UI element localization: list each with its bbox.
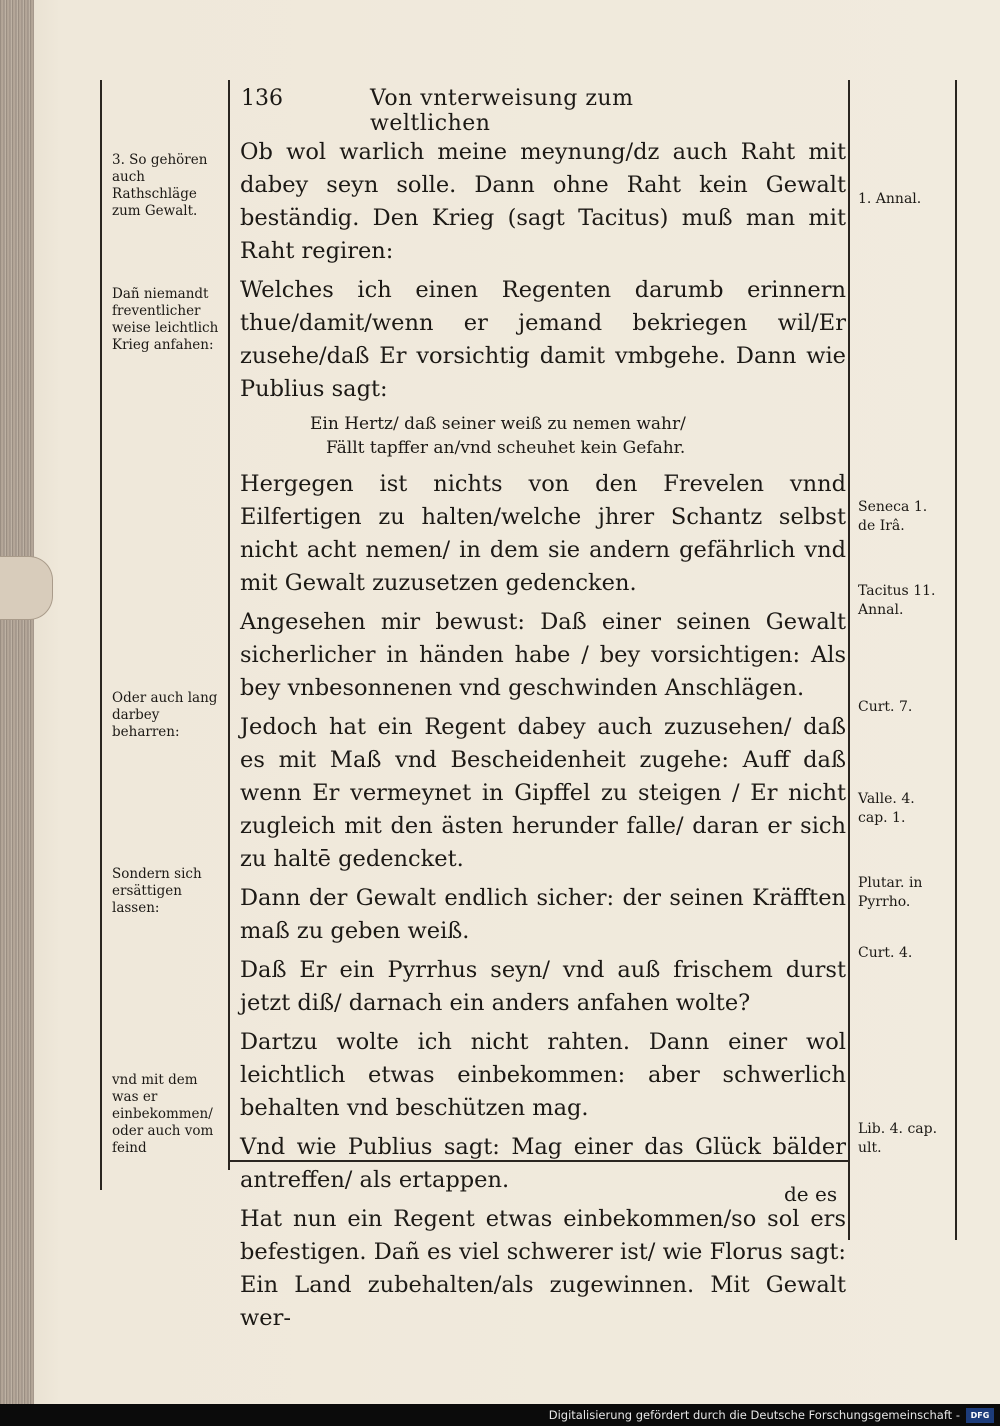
right-note-7: Curt. 4. xyxy=(858,945,913,961)
paragraph-4: Angesehen mir bewust: Daß einer seinen Gewalt sicherlicher in händen habe / bey vorsichtigen: Als bey vnbesonnenen vnd geschwinden Anschlägen. xyxy=(240,609,846,701)
paragraph-3: Hergegen ist nichts von den Frevelen vnnd Eilfertigen zu halten/welche jhrer Schantz selbst nicht acht nemen/ in dem sie andern gefährlich vnd mit Gewalt zuzusetzen gedencken. xyxy=(240,471,846,596)
left-margin-rule xyxy=(100,80,102,1190)
catchword: de es xyxy=(784,1182,838,1206)
clasp-strap xyxy=(0,556,53,620)
right-note-8: Lib. 4. cap. ult. xyxy=(858,1121,938,1156)
paragraph-8: Dartzu wolte ich nicht rahten. Dann einer wol leichtlich etwas einbekommen: aber schwerlich behalten vnd beschützen mag. xyxy=(240,1029,846,1121)
dfg-logo: DFG xyxy=(966,1408,994,1423)
running-title: Von vnterweisung zum weltlichen xyxy=(370,86,634,136)
right-margin-rule xyxy=(955,80,957,1240)
paragraph-1: Ob wol warlich meine meynung/dz auch Raht mit dabey seyn solle. Dann ohne Raht kein Gewalt beständig. Den Krieg (sagt Tacitus) muß man mit Raht regiren: xyxy=(240,139,846,264)
right-note-4: Curt. 7. xyxy=(858,699,913,715)
page-number: 136 xyxy=(241,86,283,111)
digitization-footer xyxy=(0,1404,1000,1426)
paragraph-6: Dann der Gewalt endlich sicher: der seinen Kräfften maß zu geben weiß. xyxy=(240,885,846,944)
paragraph-2: Welches ich einen Regenten darumb erinnern thue/damit/wenn er jemand bekriegen wil/Er zusehe/daß Er vorsichtig damit vmbgehe. Dann wie Publius sagt: xyxy=(240,277,846,402)
left-note-4: Sondern sich ersättigen lassen: xyxy=(112,866,202,916)
left-note-1: 3. So gehören auch Rathschläge zum Gewalt. xyxy=(112,152,208,219)
left-note-3: Oder auch lang darbey beharren: xyxy=(112,690,218,740)
verse-line-1: Ein Hertz/ daß seiner weiß zu nemen wahr/ xyxy=(310,414,686,434)
footer-text: Digitalisierung gefördert durch die Deutsche Forschungsgemeinschaft - xyxy=(548,1408,960,1422)
left-note-2: Dañ niemandt freventlicher weise leichtlich Krieg anfahen: xyxy=(112,286,219,353)
text-left-rule xyxy=(228,80,230,1170)
verse-quote xyxy=(310,412,846,460)
paragraph-5: Jedoch hat ein Regent dabey auch zuzusehen/ daß es mit Maß vnd Bescheidenheit zugehe: Auff daß wenn Er vermeynet in Gipffel zu steigen / Er nicht zugleich mit den ästen herunder falle/ daran er sich zu haltē gedencket. xyxy=(240,714,846,872)
right-note-6: Plutar. in Pyrrho. xyxy=(858,875,923,910)
paragraph-7: Daß Er ein Pyrrhus seyn/ vnd auß frischem durst jetzt diß/ darnach ein anders anfahen wolte? xyxy=(240,957,846,1016)
right-note-5: Valle. 4. cap. 1. xyxy=(858,791,915,826)
right-note-2: Seneca 1. de Irâ. xyxy=(858,499,928,534)
book-spine xyxy=(0,0,34,1426)
right-note-1: 1. Annal. xyxy=(858,191,922,207)
right-note-3: Tacitus 11. Annal. xyxy=(858,583,936,618)
text-right-rule xyxy=(848,80,850,1240)
verse-line-2: Fällt tapffer an/vnd scheuhet kein Gefahr. xyxy=(326,438,686,458)
paragraph-9: Vnd wie Publius sagt: Mag einer das Glück bälder antreffen/ als ertappen. xyxy=(240,1134,846,1193)
left-note-5: vnd mit dem was er einbekommen/ oder auch vom feind xyxy=(112,1072,214,1156)
paragraph-10: Hat nun ein Regent etwas einbekommen/so sol ers befestigen. Dañ es viel schwerer ist/ wie Florus sagt: Ein Land zubehalten/als zugewinnen. Mit Gewalt wer- xyxy=(240,1206,846,1331)
main-text-block xyxy=(240,136,846,1341)
